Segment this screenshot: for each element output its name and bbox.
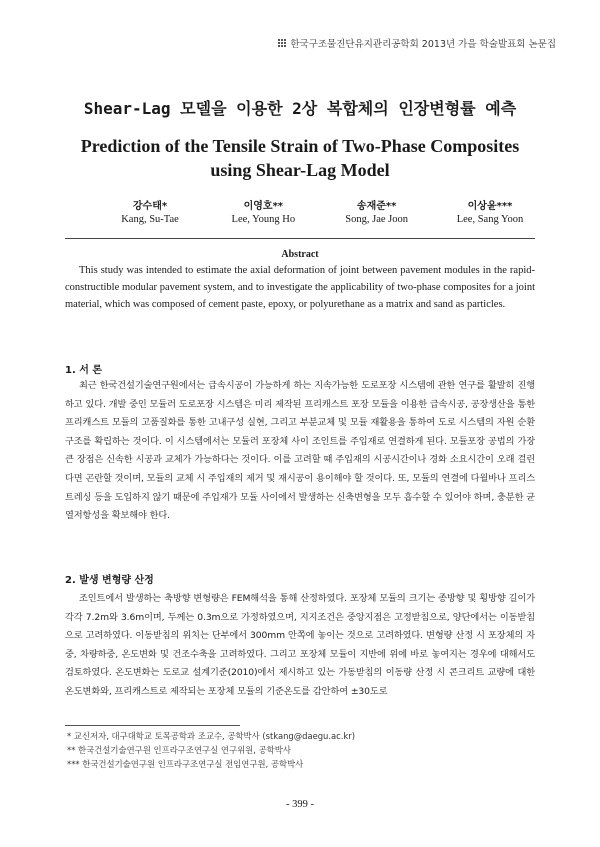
abstract-heading: Abstract — [281, 249, 319, 260]
author — [440, 197, 540, 225]
author-name-ko: 이영호** — [243, 201, 284, 212]
header-dots-icon — [278, 39, 286, 47]
author-name-ko: 송재준** — [356, 201, 397, 212]
section-body-deformation: 조인트에서 발생하는 축방향 변형량은 FEM해석을 통해 산정하였다. 포장체 모듈의 크기는 종방향 및 횡방향 길이가 각각 7.2m와 3.6m이며, 두께는 0.3m으로 가정하였으며, 지지조건은 중앙지점은 고정받침으로, 양단에서는 이동받침으로 고려하였다. 이동받침의 위치는 단부에서 300mm 안쪽에 놓이는 것으로 고려하였다. 변형량 산정 시 포장체의 자중, 차량하중, 온도변화 및 건조수축을 고려하였다. 그리고 포장체 모듈이 지반에 위에 바로 놓여지는 경우에 대해서도 검토하였다. 온도변화는 도로교 설계기준(2010)에서 제시하고 있는 가동받침의 이동량 산정 시 콘크리트 교량에 대한 온도변화와, 프리캐스트로 제작되는 포장체 모듈의 기준온도를 감안하여 ±30도로 — [65, 593, 535, 697]
author-name-en: Lee, Young Ho — [231, 214, 296, 225]
section-heading-introduction: 1. 서 론 — [65, 365, 103, 376]
footnote: *** 한국건설기술연구원 인프라구조연구실 전임연구원, 공학박사 — [67, 759, 304, 769]
english-title-line-1: Prediction of the Tensile Strain of Two-Phase Composites — [80, 136, 520, 156]
author — [327, 197, 427, 225]
page-number: - 399 - — [286, 799, 314, 810]
footnote-divider — [65, 725, 240, 726]
footnote: ** 한국건설기술연구원 인프라구조연구실 연구위원, 공학박사 — [67, 745, 291, 755]
abstract-divider — [65, 238, 535, 239]
author — [100, 197, 200, 225]
author-name-ko: 강수태* — [132, 201, 168, 212]
conference-name: 한국구조물진단유지관리공학회 2013년 가을 학술발표회 논문집 — [290, 39, 556, 50]
author-name-en: Song, Jae Joon — [345, 214, 409, 225]
author — [213, 197, 313, 225]
english-title-line-2: using Shear-Lag Model — [210, 160, 390, 180]
running-header — [278, 36, 556, 50]
author-name-en: Kang, Su-Tae — [121, 214, 179, 225]
korean-title: Shear-Lag 모델을 이용한 2상 복합체의 인장변형률 예측 — [83, 99, 517, 118]
section-heading-deformation: 2. 발생 변형량 산정 — [65, 575, 154, 586]
author-name-ko: 이상윤*** — [467, 201, 513, 212]
section-body-introduction: 최근 한국건설기술연구원에서는 급속시공이 가능하게 하는 지속가능한 도로포장 시스템에 관한 연구를 활발히 진행하고 있다. 개발 중인 모듈러 도로포장 시스템은 미리 제작된 프리캐스트 포장 모듈을 이용한 급속시공, 공장생산을 통한 프리캐스트 모듈의 고품질화를 통한 고내구성 실현, 그리고 부분교체 및 모듈 재활용을 통하여 도로 시스템의 자원 순환구조를 확립하는 것이다. 이 시스템에서는 모듈러 포장체 사이 조인트를 주입재로 연결하게 된다. 모듈포장 공법의 가장 큰 장점은 신속한 시공과 교체가 가능하다는 것이다. 이를 고려할 때 주입재의 시공시간이나 경화 소요시간이 오래 걸린다면 곤란할 것이며, 모듈의 교체 시 주입재의 제거 및 재시공이 용이해야 할 것이다. 또, 모듈의 연결에 다월바나 프리스트레싱 등을 도입하지 않기 때문에 주입재가 모듈 사이에서 발생하는 신축변형을 모두 흡수할 수 있어야 하며, 충분한 균열저항성을 확보해야 한다. — [65, 380, 535, 522]
author-name-en: Lee, Sang Yoon — [456, 214, 524, 225]
footnote: * 교신저자, 대구대학교 토목공학과 조교수, 공학박사 (stkang@daegu.ac.kr) — [67, 731, 355, 741]
footnotes — [67, 729, 355, 771]
english-title — [40, 134, 560, 182]
author-list — [100, 197, 540, 225]
abstract-text: This study was intended to estimate the axial deformation of joint between pavement modules in the rapid-constructible modular pavement system, and to investigate the applicability of two-phase composites for a joint material, which was composed of cement paste, epoxy, or polyurethane as a matrix and sand as particles. — [65, 265, 535, 310]
